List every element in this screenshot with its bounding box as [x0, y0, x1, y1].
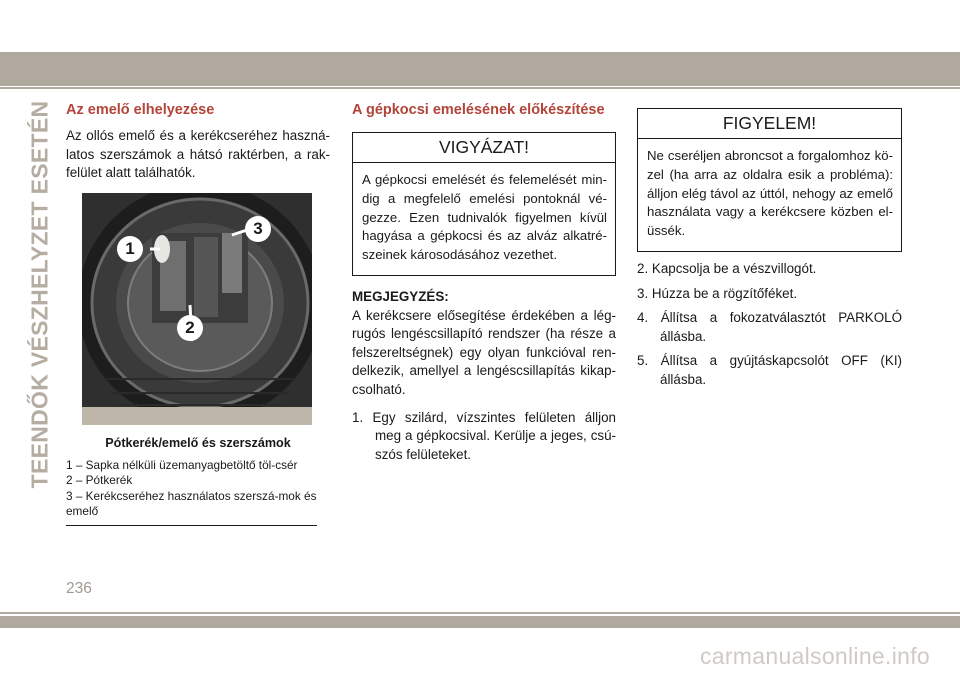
section-title-vertical: TEENDŐK VÉSZHELYZET ESETÉN	[26, 100, 53, 488]
top-band-line	[0, 87, 960, 89]
heading-jack-location: Az emelő elhelyezése	[66, 102, 215, 118]
legend-item-1: 1 – Sapka nélküli üzemanyagbetöltő töl-csér	[66, 457, 298, 472]
bottom-band-line	[0, 612, 960, 614]
callout-1: 1	[117, 236, 143, 262]
watermark-text: carmanualsonline.info	[699, 643, 930, 669]
warning-body: Ne cseréljen abroncsot a forgalomhoz kö-zel (ha arra az oldalra esik a probléma): álljon elég távol az úttól, nehogy az emelő használata vagy a kerékcsere közben el-üssék.	[647, 148, 893, 239]
callout-3: 3	[245, 216, 271, 242]
warning-box	[637, 108, 902, 252]
warning-title: FIGYELEM!	[638, 109, 901, 139]
step-5: 5. Állítsa a gyújtáskapcsolót OFF (KI) állásba.	[637, 353, 902, 387]
step-1: 1. Egy szilárd, vízszintes felületen álljon meg a gépkocsival. Kerülje a jeges, csú-szós felületeket.	[352, 409, 616, 462]
section-sidebar	[27, 102, 53, 486]
legend-item-3: 3 – Kerékcseréhez használatos szerszá-mok és emelő	[66, 488, 317, 518]
column-warning-steps	[637, 108, 902, 390]
column-jack-location	[66, 102, 330, 526]
note-body: A kerékcsere elősegítése érdekében a lég-rugós lengéscsillapító rendszer (ha része a felszereltségnek) egy olyan funkcióval ren-delkezik, amellyel a lengéscsillapítás kikap-csolható.	[352, 307, 616, 397]
spare-tire-illustration	[82, 193, 312, 425]
intro-paragraph: Az ollós emelő és a kerékcseréhez haszná-latos szerszámok a hátsó raktérben, a rak-felület alatt találhatók.	[66, 128, 330, 181]
caution-body: A gépkocsi emelését és felemelését min-dig a megfelelő emelési pontoknál vé-gezze. Ezen tudnivalók figyelmen kívül hagyása a gépkocsi és az alváz alkatré-szeinek károsodásához vezethet.	[362, 172, 607, 263]
step-3: 3. Húzza be a rögzítőféket.	[637, 285, 798, 301]
step-4: 4. Állítsa a fokozatválasztót PARKOLÓ állásba.	[637, 310, 902, 344]
photo-caption-title: Pótkerék/emelő és szerszámok	[105, 435, 291, 450]
legend-divider	[66, 525, 317, 526]
note-label: MEGJEGYZÉS:	[352, 288, 449, 304]
caution-title: VIGYÁZAT!	[353, 133, 615, 163]
bottom-band	[0, 616, 960, 628]
step-2: 2. Kapcsolja be a vészvillogót.	[637, 260, 817, 276]
page-number: 236	[66, 580, 92, 597]
legend-item-2: 2 – Pótkerék	[66, 473, 133, 488]
column-lift-preparation	[352, 102, 616, 464]
top-band	[0, 52, 960, 86]
callout-2: 2	[177, 315, 203, 341]
caution-box	[352, 132, 616, 276]
heading-lift-preparation: A gépkocsi emelésének előkészítése	[352, 102, 605, 118]
spare-tire-photo	[82, 193, 312, 425]
